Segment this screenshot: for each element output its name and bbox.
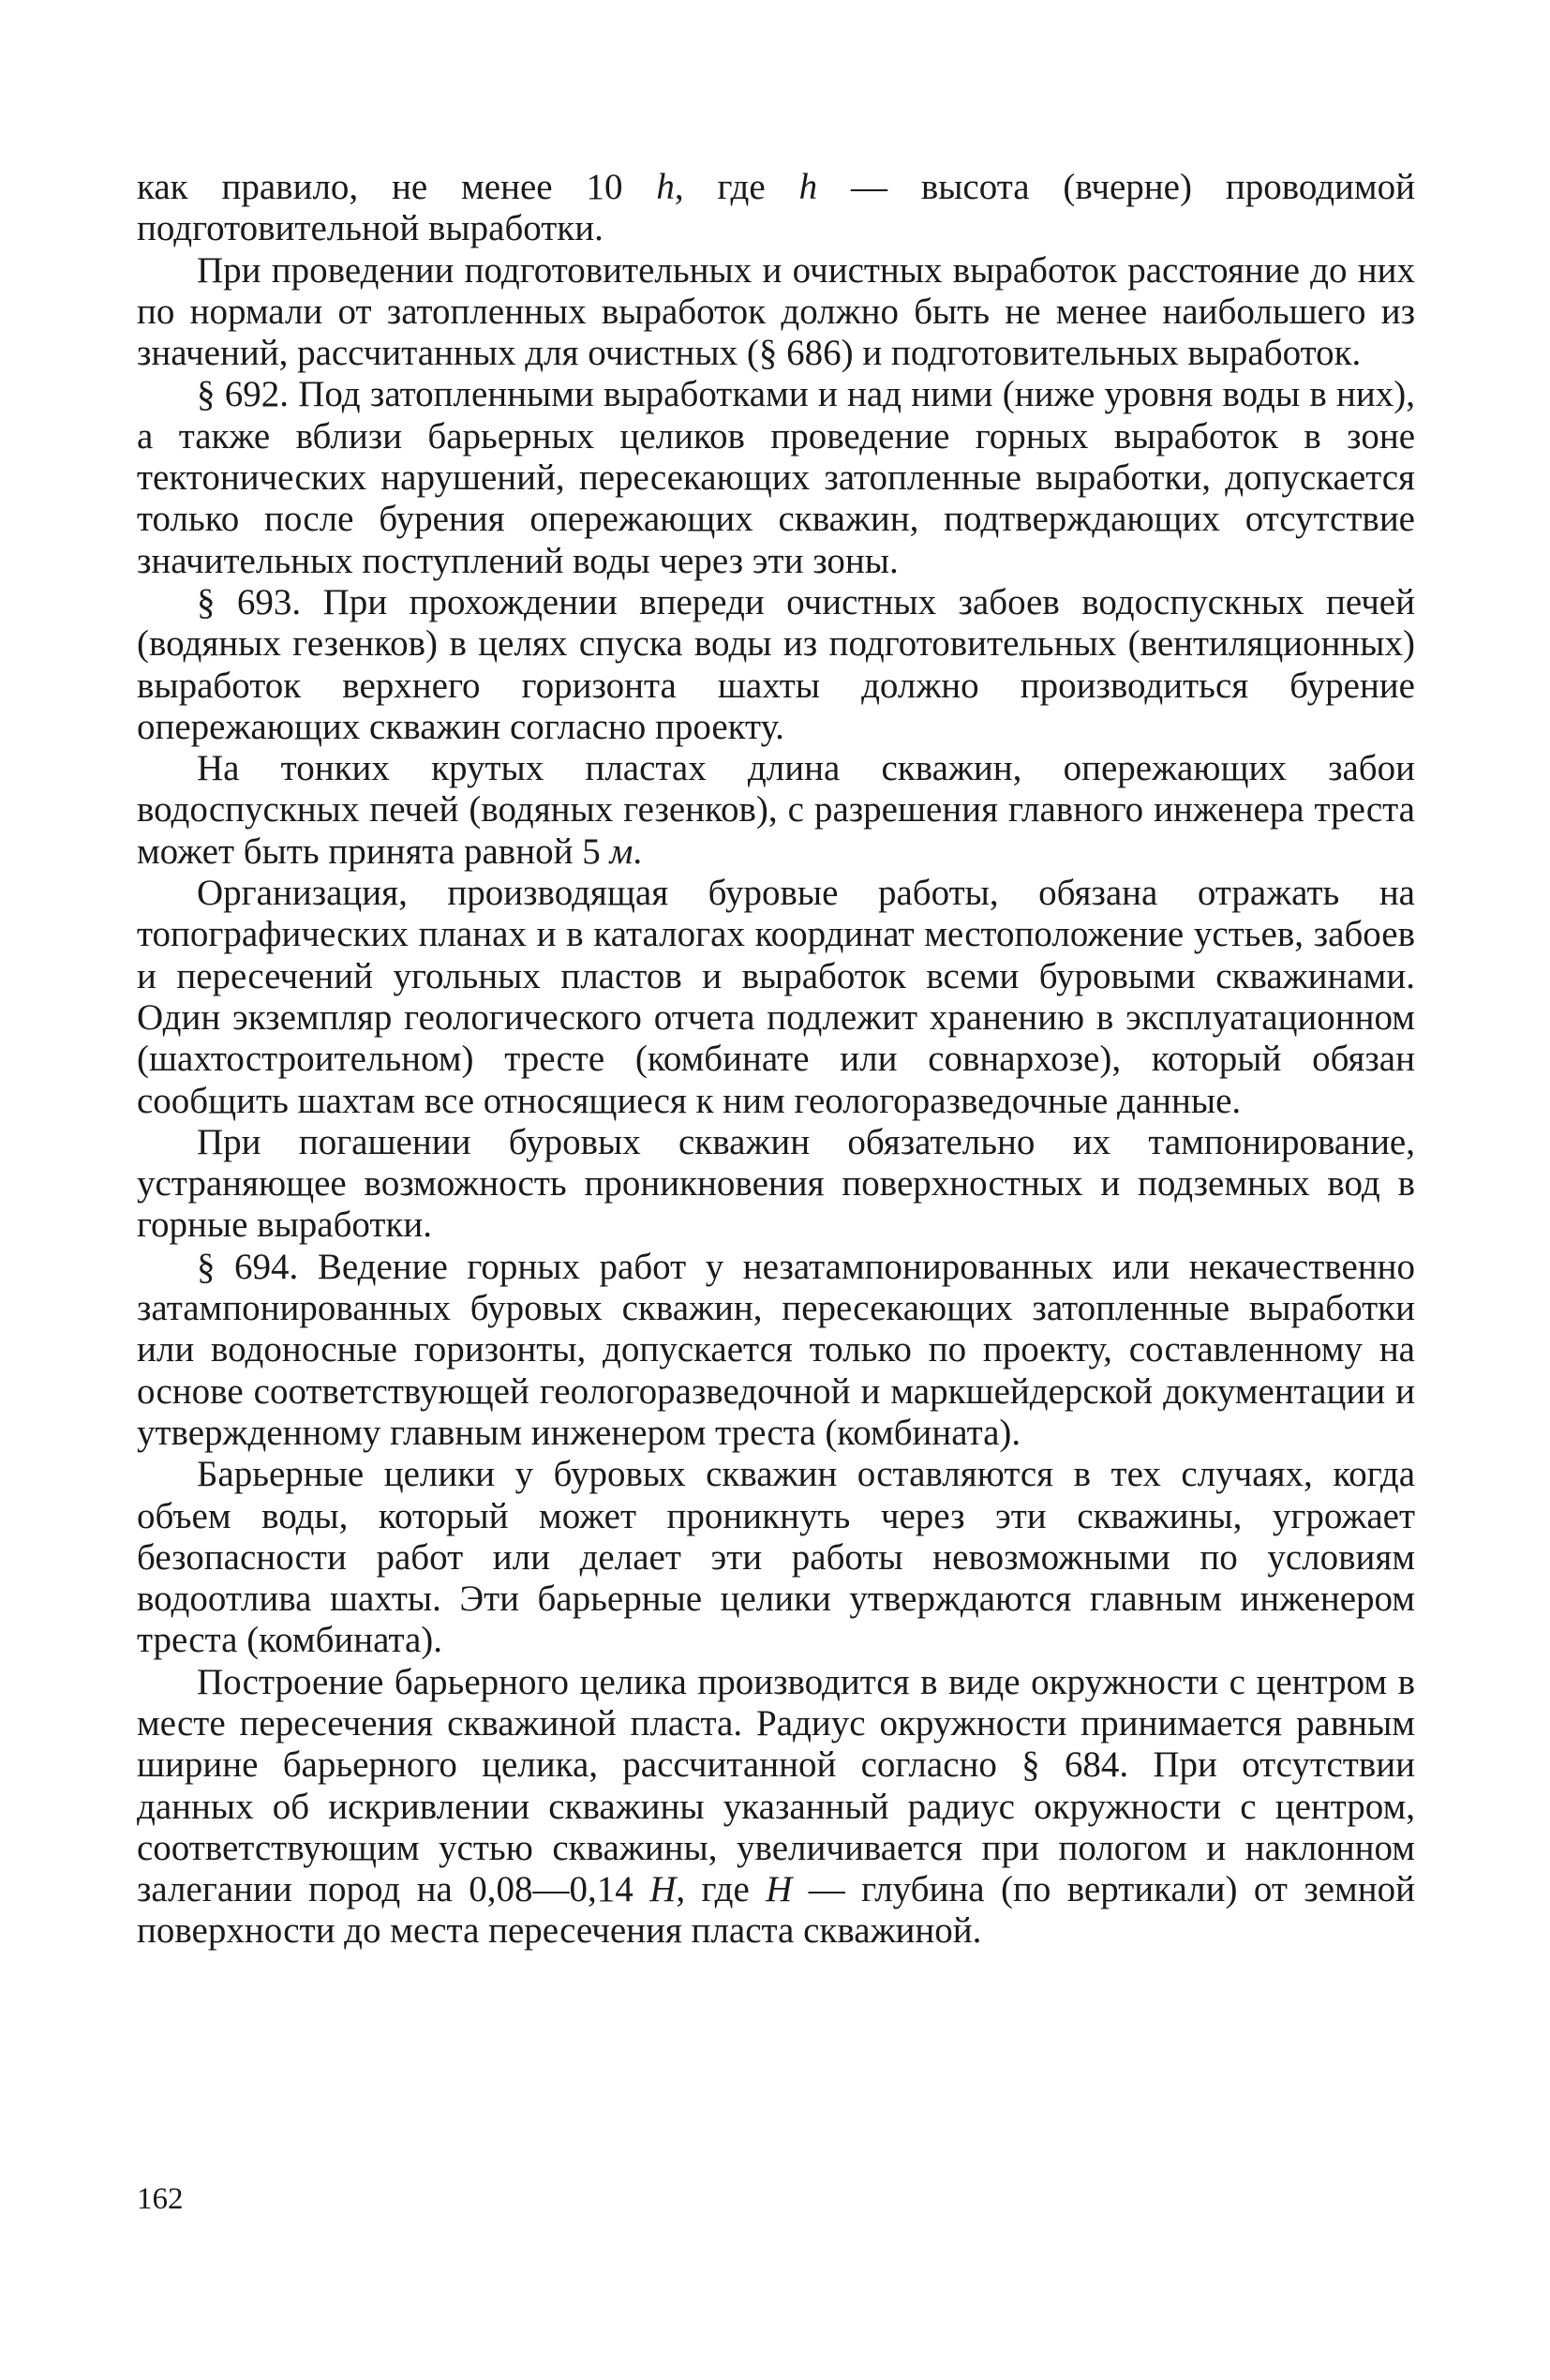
- text-run-italic: H: [649, 1869, 677, 1910]
- paragraph-section-693: [137, 582, 1415, 748]
- paragraph-section-694: [137, 1247, 1415, 1454]
- text-run: Организация, производящая буровые работы, обязана отражать на топографических планах и в каталогах координат местоположение устьев, забоев и пересечений угольных пластов и выработок всеми буровыми скважинами. Один экземпляр геологического отчета подлежит хранению в эксплуатационном (шахтостроительном) тресте (комбинате или совнархозе), который обязан сообщить шахтам все относящиеся к ним геологоразведочные данные.: [137, 873, 1415, 1121]
- text-run: .: [633, 831, 643, 872]
- paragraph: [137, 748, 1415, 873]
- paragraph: [137, 250, 1415, 375]
- text-run: — глубина (по вертикали) от земной поверхности до места пересечения пласта скважиной.: [137, 1869, 1415, 1952]
- text-run: , где: [676, 1869, 767, 1910]
- text-run: Барьерные целики у буровых скважин оставляются в тех случаях, когда объем воды, который может проникнуть через эти скважины, угрожает безопасности работ или делает эти работы невозможными по условиям водоотлива шахты. Эти барьерные целики утверждаются главным инженером треста (комбината).: [137, 1454, 1415, 1661]
- text-run: На тонких крутых пластах длина скважин, опережающих забои водоспускных печей (водяных гезенков), с разрешения главного инженера треста может быть принята равной 5: [137, 748, 1415, 872]
- text-run: — высота (вчерне) проводимой подготовительной выработки.: [137, 167, 1415, 249]
- text-run: § 693. При прохождении впереди очистных забоев водоспускных печей (водяных гезенков) в целях спуска воды из подготовительных (вентиляционных) выработок верхнего горизонта шахты должно производиться бурение опережающих скважин согласно проекту.: [137, 581, 1415, 747]
- text-run: При проведении подготовительных и очистных выработок расстояние до них по нормали от затопленных выработок должно быть не менее наибольшего из значений, рассчитанных для очистных (§ 686) и подготовительных выработок.: [137, 249, 1415, 374]
- text-run-italic: м: [609, 831, 633, 872]
- text-run: § 694. Ведение горных работ у незатампонированных или некачественно затампонированных буровых скважин, пересекающих затопленные выработки или водоносные горизонты, допускается только по проекту, составленному на основе соответствующей геологоразведочной и маркшейдерской документации и утвержденному главным инженером треста (комбината).: [137, 1246, 1415, 1453]
- paragraph-section-692: [137, 374, 1415, 581]
- text-run-italic: H: [766, 1869, 793, 1910]
- paragraph: [137, 1122, 1415, 1247]
- text-run: , где: [674, 167, 799, 207]
- paragraph: [137, 873, 1415, 1122]
- text-run: как правило, не менее 10: [137, 167, 657, 207]
- paragraph: [137, 1454, 1415, 1661]
- paragraph-continued: [137, 167, 1415, 250]
- paragraph: [137, 1662, 1415, 1953]
- page-number: 162: [137, 2182, 184, 2216]
- text-run-italic: h: [656, 167, 675, 207]
- text-run: § 692. Под затопленными выработками и над ними (ниже уровня воды в них), а также вблизи барьерных целиков проведение горных выработок в зоне тектонических нарушений, пересекающих затопленные выработки, допускается только после бурения опережающих скважин, подтверждающих отсутствие значительных поступлений воды через эти зоны.: [137, 374, 1415, 581]
- text-run-italic: h: [798, 167, 818, 207]
- page-body: [137, 167, 1415, 1953]
- text-run: Построение барьерного целика производится в виде окружности с центром в месте пересечения скважиной пласта. Радиус окружности принимается равным ширине барьерного целика, рассчитанной согласно § 684. При отсутствии данных об искривлении скважины указанный радиус окружности с центром, соответствующим устью скважины, увеличивается при пологом и наклонном залегании пород на 0,08—0,14: [137, 1661, 1415, 1910]
- text-run: При погашении буровых скважин обязательно их тампонирование, устраняющее возможность проникновения поверхностных и подземных вод в горные выработки.: [137, 1121, 1415, 1246]
